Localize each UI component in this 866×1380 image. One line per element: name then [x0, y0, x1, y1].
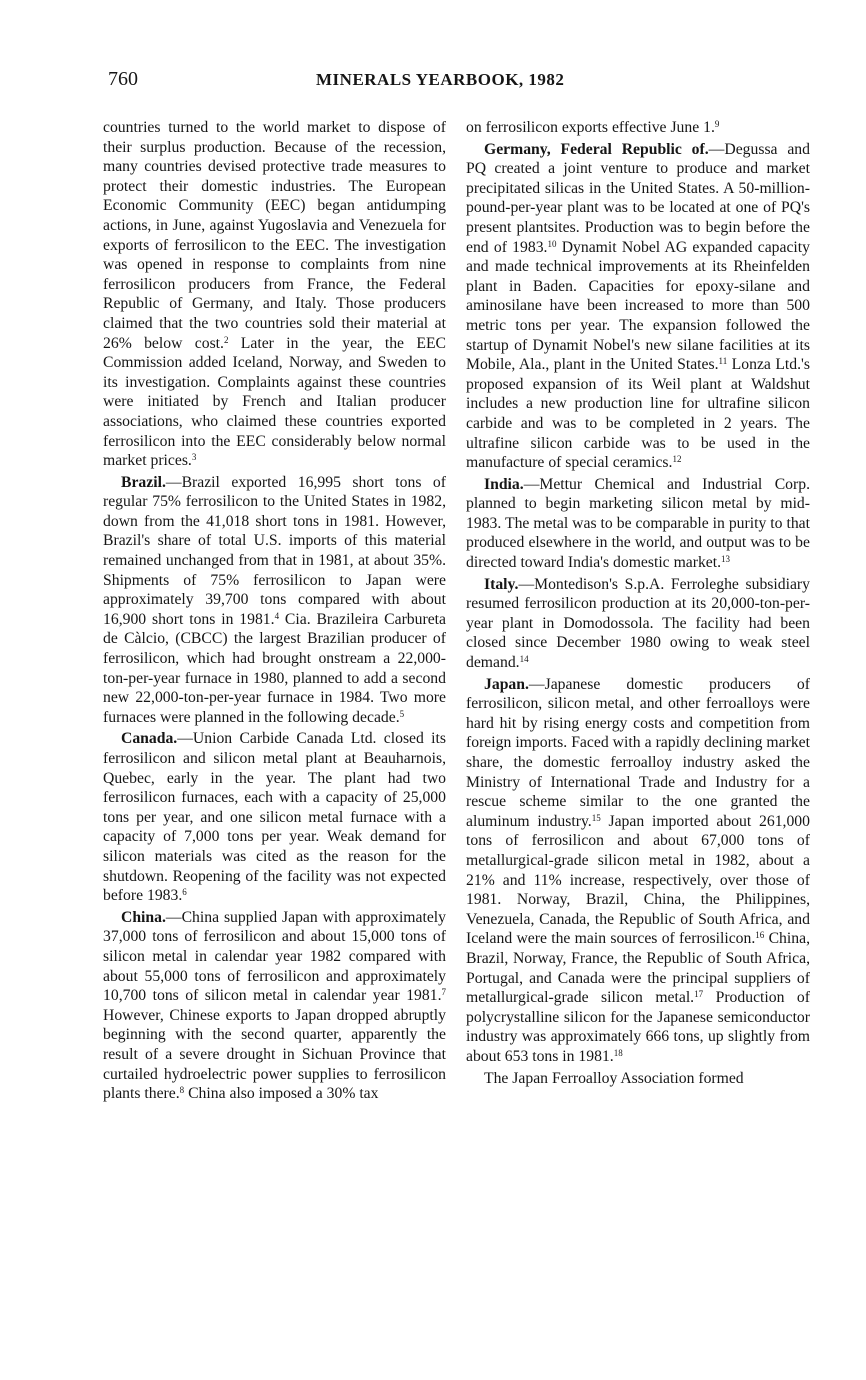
paragraph-text: —China supplied Japan with approximately 37,000 tons of ferrosilicon and about 15,000 tons of silicon metal in calendar year 1982 compared with about 55,000 tons of ferrosilicon and approximately 10,700 tons of silicon metal in calendar year 1981. — [103, 908, 446, 1005]
paragraph-text: Cia. Brazileira Carbureta de Càlcio, (CBCC) the largest Brazilian producer of ferrosilicon, which had brought onstream a 22,000-ton-per-year furnace in 1980, planned to add a second new 22,000-ton-per-year furnace in 1984. Two more furnaces were planned in the following decade. — [103, 610, 446, 726]
running-title: MINERALS YEARBOOK, 1982 — [316, 70, 565, 89]
right-column — [466, 118, 810, 1088]
paragraph-text: China, Brazil, Norway, France, the Republic of South Africa, Portugal, and Canada were the principal suppliers of metallurgical-grade silicon metal. — [466, 930, 810, 1007]
footnote-ref: 2 — [223, 334, 229, 345]
footnote-ref: 13 — [721, 554, 731, 565]
paragraph-text: countries turned to the world market to dispose of their surplus production. Because of the recession, many countries devised protective trade measures to protect their domestic industries. The European Economic Community (EEC) began antidumping actions, in June, against Yugoslavia and Venezuela for exports of ferrosilicon to the EEC. The investigation was opened in response to complaints from nine ferrosilicon producers from France, the Federal Republic of Germany, and Italy. Those producers claimed that the two countries sold their material at 26% below cost. — [103, 119, 446, 352]
footnote-ref: 11 — [718, 356, 728, 367]
paragraph-text: Japan imported about 261,000 tons of ferrosilicon and about 67,000 tons of metallurgical-grade silicon metal in 1982, about a 21% and 11% increase, respectively, over those of 1981. Norway, Brazil, China, the Philippines, Venezuela, Canada, the Republic of South Africa, and Iceland were the main sources of ferrosilicon. — [466, 812, 810, 948]
paragraph-text: —Union Carbide Canada Ltd. closed its ferrosilicon and silicon metal plant at Beauharnois, Quebec, early in the year. The plant had two ferrosilicon furnaces, each with a capacity of 25,000 tons per year, and one silicon metal furnace with a capacity of 7,000 tons per year. Weak demand for silicon materials was cited as the reason for the shutdown. Reopening of the facility was not expected before 1983. — [103, 730, 446, 905]
country-heading-japan: Japan. — [484, 675, 529, 693]
paragraph-text: Dynamit Nobel AG expanded capacity and made technical improvements at its Rheinfelden plant in Baden. Capacities for epoxy-silane and aminosilane have been increased to more than 500 metric tons per year. The expansion followed the startup of Dynamit Nobel's new silane facilities at its Mobile, Ala., plant in the United States. — [466, 238, 810, 374]
paragraph-italy — [466, 575, 810, 673]
footnote-ref: 7 — [441, 987, 446, 998]
paragraph-china-continued — [466, 118, 810, 138]
paragraph-text: —Japanese domestic producers of ferrosilicon, silicon metal, and other ferroalloys were hard hit by rising energy costs and competition from foreign imports. Faced with a rapidly declining market share, the domestic ferroalloy industry asked the Ministry of International Trade and Industry for a rescue scheme similar to the one granted the aluminum industry. — [466, 675, 810, 830]
paragraph-text: Lonza Ltd.'s proposed expansion of its Weil plant at Waldshut includes a new production line for ultrafine silicon carbide and was to be completed in 2 years. The ultrafine silicon carbide was to be used in the manufacture of special ceramics. — [466, 356, 810, 472]
country-heading-canada: Canada. — [121, 730, 178, 748]
footnote-ref: 9 — [714, 119, 720, 129]
footnote-ref: 17 — [694, 989, 704, 1000]
country-heading-italy: Italy. — [484, 575, 519, 593]
paragraph-text: —Montedison's S.p.A. Ferroleghe subsidiary resumed ferrosilicon production at its 20,000-ton-per-year plant in Domodossola. The facility had been closed since December 1980 owing to weak steel demand. — [466, 575, 810, 672]
paragraph-text: —Mettur Chemical and Industrial Corp. planned to begin marketing silicon metal by mid-1983. The metal was to be comparable in purity to that produced elsewhere in the world, and output was to be directed toward India's domestic market. — [466, 475, 810, 572]
paragraph-text: Later in the year, the EEC Commission added Iceland, Norway, and Sweden to its investigation. Complaints against these countries were initiated by French and Italian producer associations, who claimed these countries exported ferrosilicon into the EEC considerably below normal market prices. — [103, 334, 446, 470]
footnote-ref: 15 — [591, 812, 601, 823]
page-number: 760 — [108, 68, 138, 90]
footnote-ref: 10 — [547, 238, 557, 249]
paragraph-germany — [466, 140, 810, 473]
paragraph-text: —Degussa and PQ created a joint venture to produce and market precipitated silicas in the United States. A 50-million-pound-per-year plant was to be located at one of PQ's present plantsites. Production was to begin before the end of 1983. — [466, 140, 810, 256]
country-heading-germany: Germany, Federal Republic of. — [484, 140, 709, 158]
footnote-ref: 16 — [755, 930, 765, 941]
paragraph-text: on ferrosilicon exports effective June 1. — [466, 119, 715, 136]
footnote-ref: 3 — [191, 452, 197, 463]
country-heading-india: India. — [484, 475, 524, 493]
page-header — [108, 68, 808, 92]
footnote-ref: 5 — [399, 708, 405, 719]
paragraph-china — [103, 908, 446, 1104]
footnote-ref: 6 — [182, 887, 187, 898]
paragraph-canada — [103, 729, 446, 905]
paragraph-text: —Brazil exported 16,995 short tons of regular 75% ferrosilicon to the United States in 1982, down from the 41,018 short tons in 1981. However, Brazil's share of total U.S. imports of this material remained unchanged from that in 1981, at about 35%. Shipments of 75% ferrosilicon to Japan were approximately 39,700 tons compared with about 16,900 short tons in 1981. — [103, 473, 446, 628]
paragraph-text: The Japan Ferroalloy Association formed — [484, 1069, 744, 1087]
country-heading-china: China. — [121, 908, 166, 926]
paragraph-india — [466, 475, 810, 573]
footnote-ref: 4 — [274, 610, 280, 621]
country-heading-brazil: Brazil. — [121, 473, 166, 491]
paragraph-text: China also imposed a 30% tax — [184, 1085, 379, 1103]
paragraph-japan-ferroalloy-association — [466, 1069, 810, 1089]
footnote-ref: 14 — [519, 654, 529, 665]
footnote-ref: 8 — [179, 1085, 185, 1096]
paragraph-japan — [466, 675, 810, 1067]
footnote-ref: 12 — [672, 454, 682, 465]
paragraph-brazil — [103, 473, 446, 728]
paragraph-text: However, Chinese exports to Japan dropped abruptly beginning with the second quarter, apparently the result of a severe drought in Sichuan Province that curtailed hydroelectric power supplies to ferrosilicon plants there. — [103, 1006, 446, 1103]
paragraph-text: Production of polycrystalline silicon for the Japanese semiconductor industry was approximately 666 tons, up slightly from about 653 tons in 1981. — [466, 989, 810, 1065]
left-column — [103, 118, 446, 1104]
paragraph-eec-antidumping — [103, 118, 446, 471]
footnote-ref: 18 — [613, 1047, 623, 1058]
